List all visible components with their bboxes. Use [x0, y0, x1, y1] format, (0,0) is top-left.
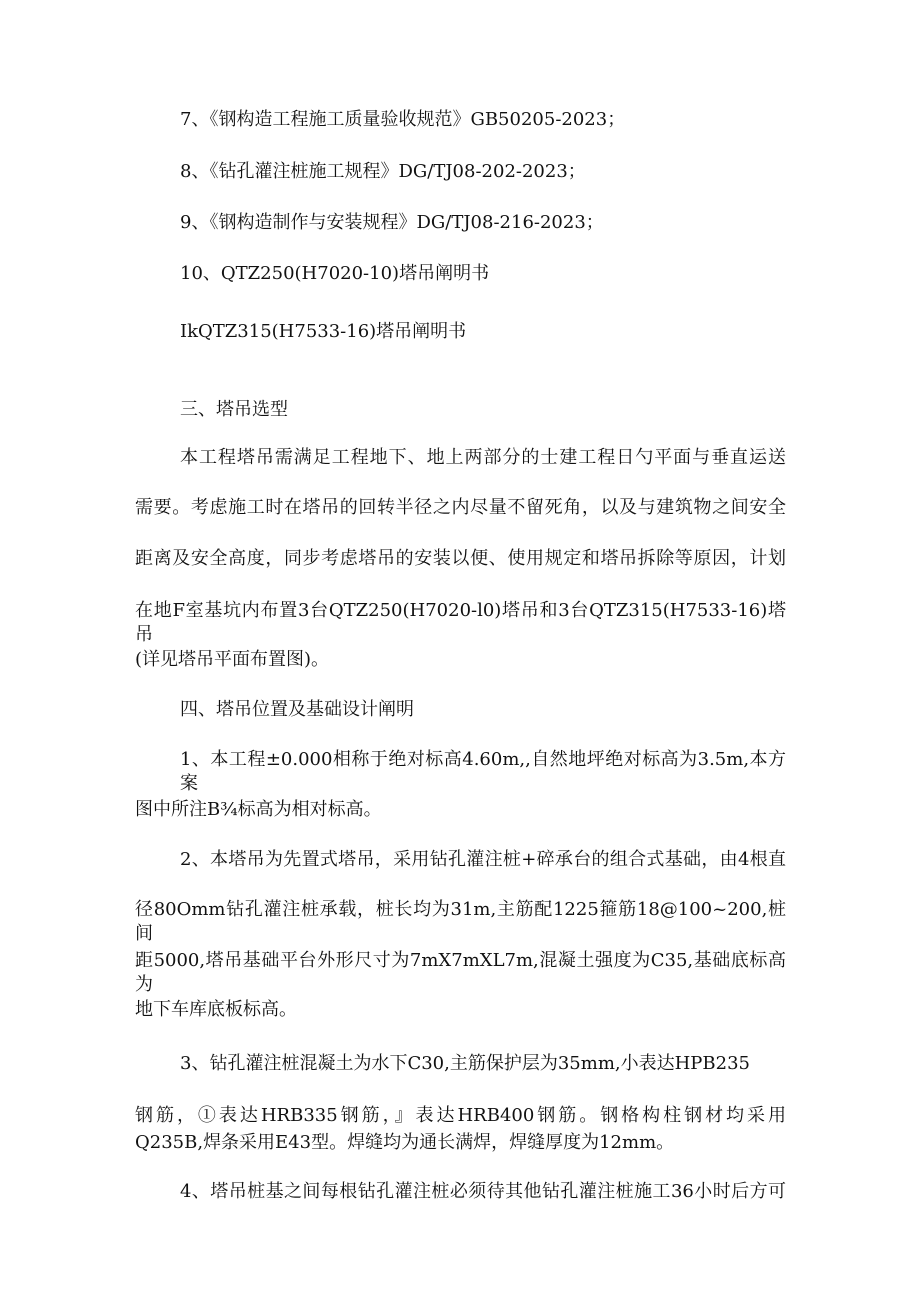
- item2-line: 距5000,塔吊基础平台外形尺寸为7mX7mXL7m,混凝土强度为C35,基础底标高为: [135, 950, 786, 995]
- item1-line: 1、本工程±0.000相称于绝对标高4.60m,,自然地坪绝对标高为3.5m,本方案: [180, 749, 786, 794]
- item2-line: 地下车库底板标高。: [135, 999, 297, 1020]
- item2-line: 径80Omm钻孔灌注桩承载，桩长均为31m,主筋配1225箍筋18@100~200,桩间: [135, 899, 786, 944]
- item3-line: Q235B,焊条采用E43型。焊缝均为通长满焊，焊缝厚度为12mm。: [135, 1132, 675, 1153]
- section3-paragraph-line: (详见塔吊平面布置图)。: [135, 649, 330, 670]
- reference-item-7: 7、《钢构造工程施工质量验收规范》GB50205-2023；: [180, 109, 626, 130]
- reference-item-10: 10、QTZ250(H7020-10)塔吊阐明书: [180, 263, 490, 284]
- item3-line: 钢筋，①表达HRB335钢筋，』表达HRB400钢筋。钢格构柱钢材均采用: [135, 1105, 786, 1126]
- item1-line: 图中所注B¾标高为相对标高。: [135, 799, 382, 820]
- reference-item-8: 8、《钻孔灌注桩施工规程》DG/TJ08-202-2023；: [180, 161, 586, 182]
- item4-line: 4、塔吊桩基之间每根钻孔灌注桩必须待其他钻孔灌注桩施工36小时后方可: [180, 1181, 786, 1202]
- reference-item-9: 9、《钢构造制作与安装规程》DG/TJ08-216-2023；: [180, 212, 604, 233]
- section-heading-position-and-foundation: 四、塔吊位置及基础设计阐明: [180, 699, 414, 720]
- item3-line: 3、钻孔灌注桩混凝土为水下C30,主筋保护层为35mm,小表达HPB235: [180, 1053, 751, 1074]
- section3-paragraph-line: 需要。考虑施工时在塔吊的回转半径之内尽量不留死角，以及与建筑物之间安全: [135, 497, 786, 518]
- reference-item-11: IkQTZ315(H7533-16)塔吊阐明书: [180, 321, 467, 342]
- section-heading-tower-crane-selection: 三、塔吊选型: [180, 399, 288, 420]
- item2-line: 2、本塔吊为先置式塔吊，采用钻孔灌注桩+碎承台的组合式基础，由4根直: [180, 849, 786, 870]
- section3-paragraph-line: 本工程塔吊需满足工程地下、地上两部分的士建工程日勺平面与垂直运送: [180, 447, 786, 468]
- section3-paragraph-line: 距离及安全高度，同步考虑塔吊的安装以便、使用规定和塔吊拆除等原因，计划: [135, 548, 786, 569]
- section3-paragraph-line: 在地F室基坑内布置3台QTZ250(H7020-l0)塔吊和3台QTZ315(H7533-16)塔吊: [135, 600, 786, 645]
